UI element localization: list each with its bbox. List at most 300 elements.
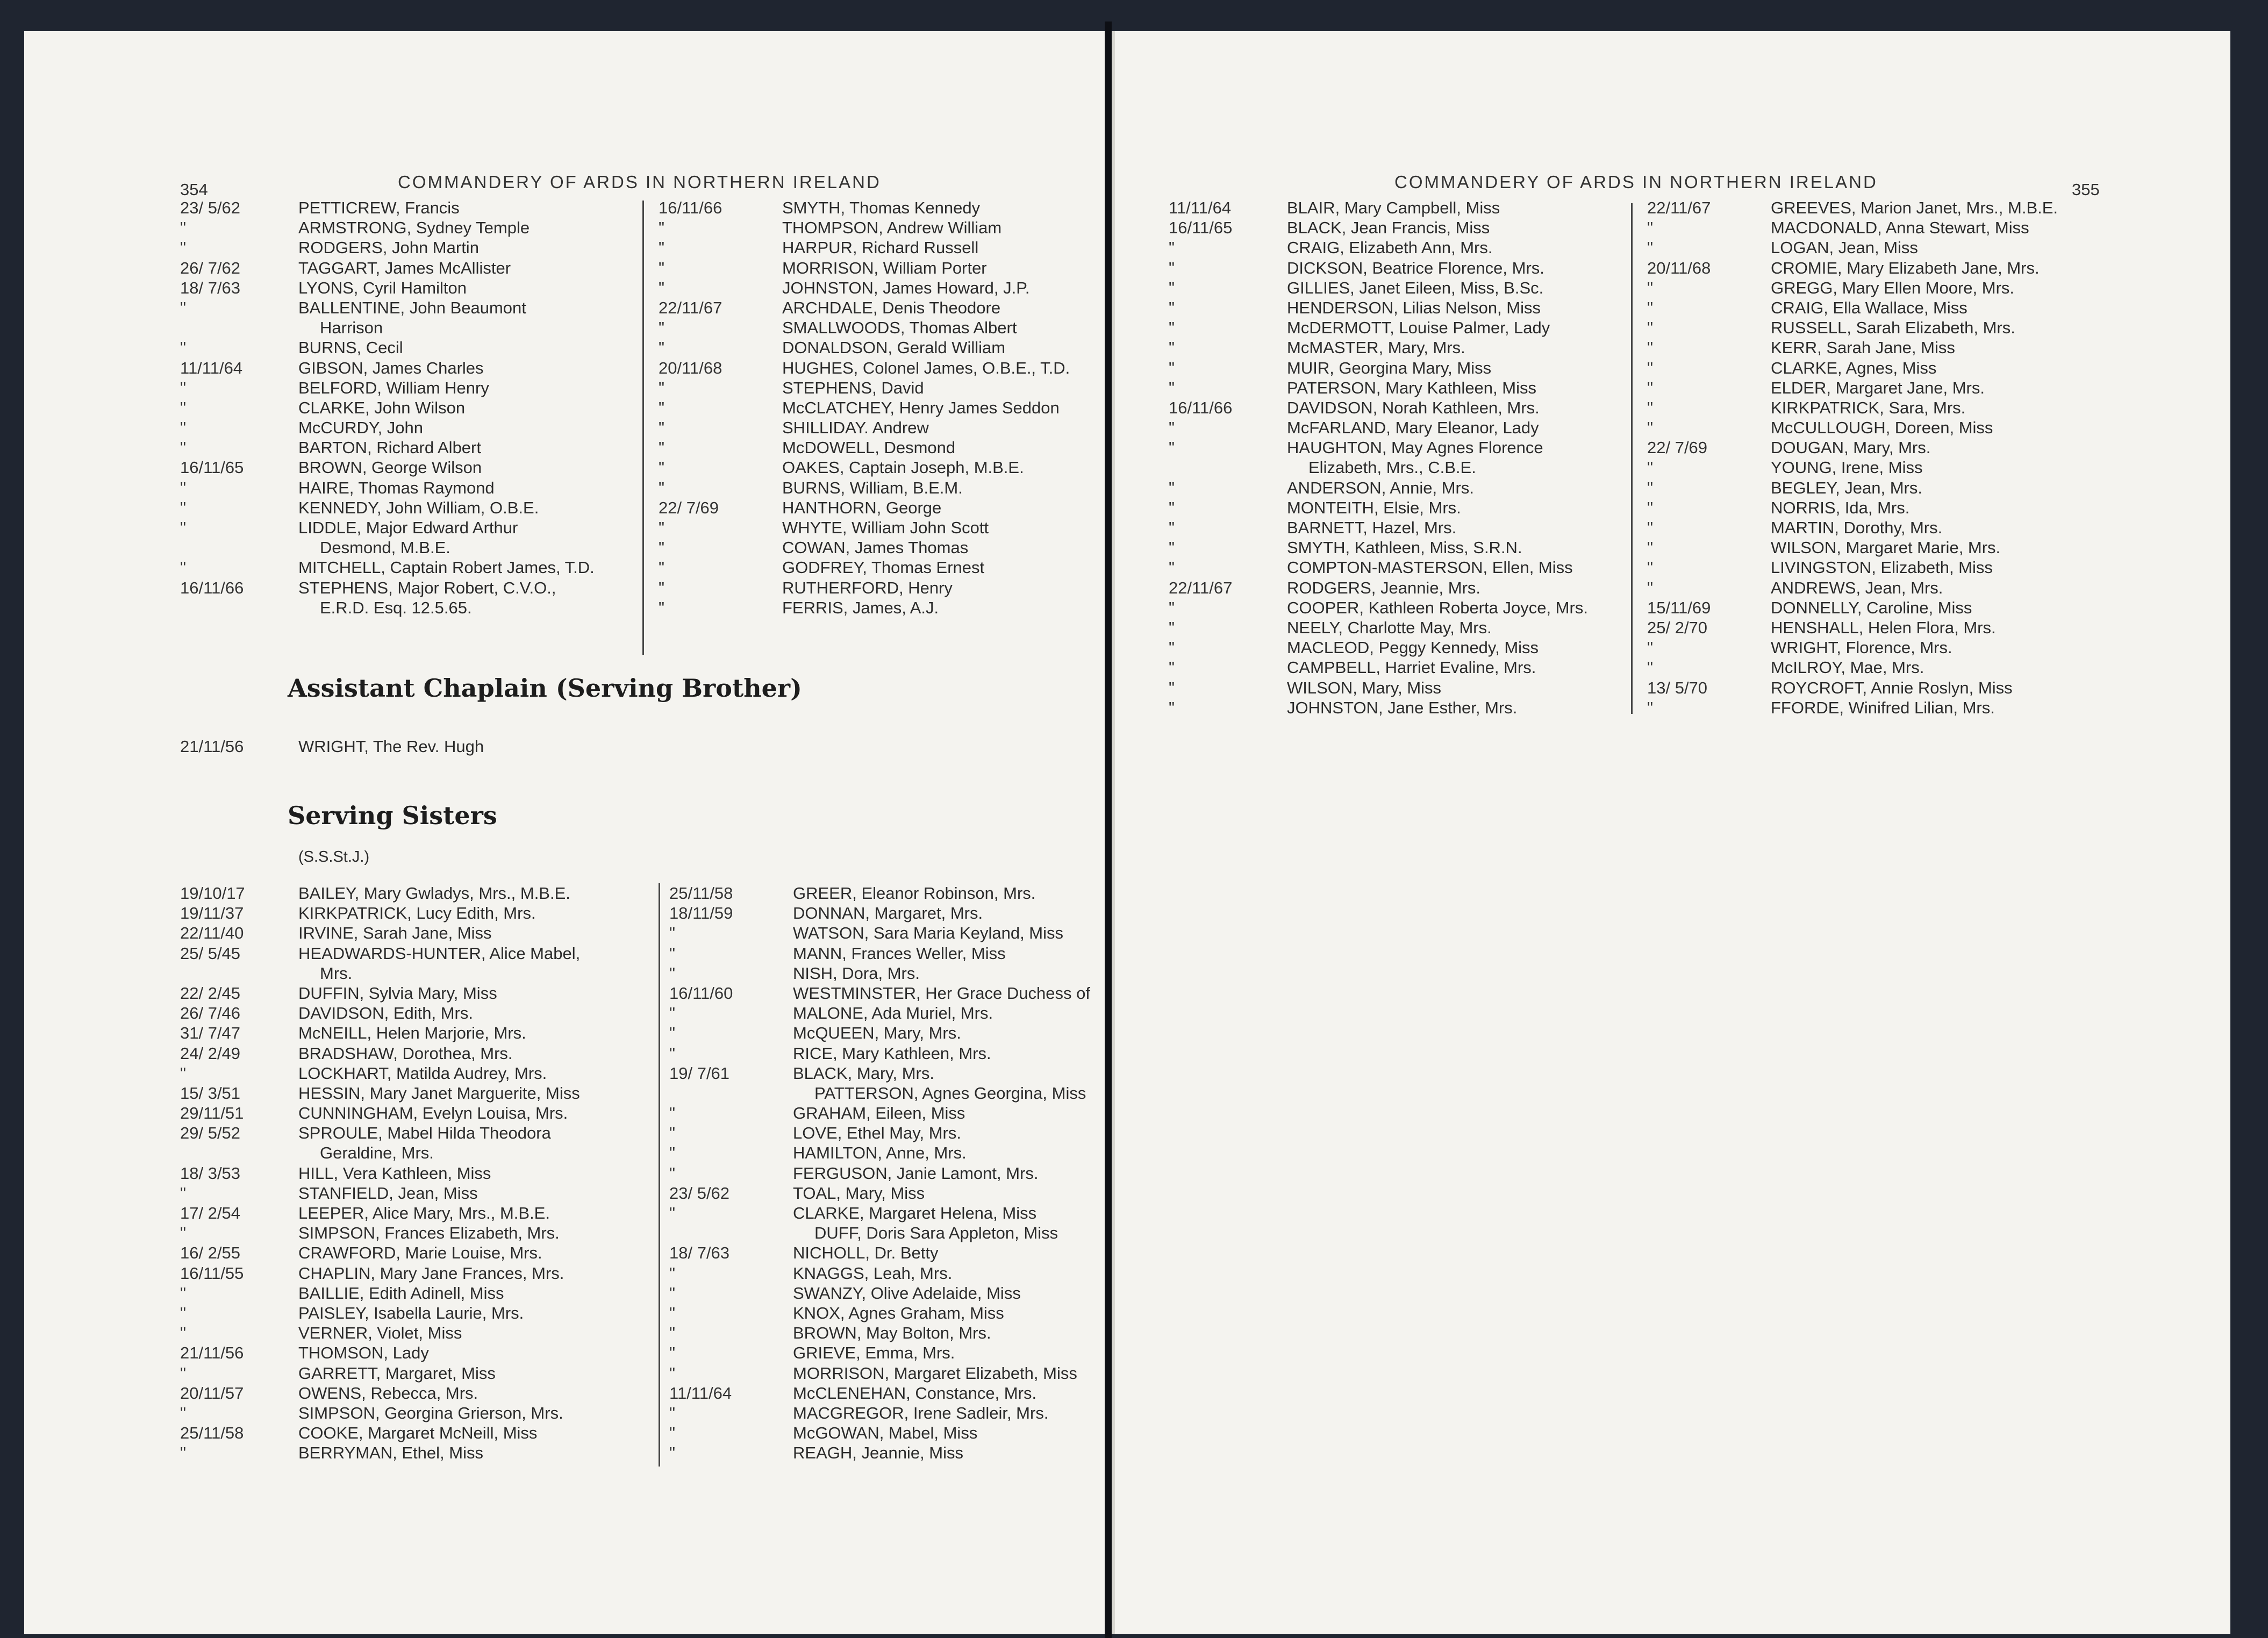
list-item <box>669 1063 1090 1083</box>
entry-name: CAMPBELL, Harriet Evaline, Mrs. <box>1287 658 1536 677</box>
entry-date: " <box>659 418 665 438</box>
entry-name: FERGUSON, Janie Lamont, Mrs. <box>793 1163 1039 1183</box>
list-item <box>1169 638 1588 657</box>
entry-name: CLARKE, John Wilson <box>298 398 466 417</box>
entry-date: " <box>1169 338 1175 357</box>
list-item <box>180 1443 580 1463</box>
list-item <box>180 218 595 238</box>
entry-date: " <box>1169 418 1175 438</box>
entry-name: DONALDSON, Gerald William <box>782 338 1006 357</box>
list-item <box>1169 657 1588 677</box>
entry-name: Elizabeth, Mrs., C.B.E. <box>1308 458 1476 477</box>
entry-name: KIRKPATRICK, Sara, Mrs. <box>1771 398 1966 417</box>
entry-date: 15/ 3/51 <box>180 1083 241 1103</box>
entry-name: McDERMOTT, Louise Palmer, Lady <box>1287 318 1550 338</box>
entry-name: ARCHDALE, Denis Theodore <box>782 298 1001 317</box>
entry-name: TAGGART, James McAllister <box>298 258 511 277</box>
entry-name: McCLENEHAN, Constance, Mrs. <box>793 1383 1037 1403</box>
entry-name: CLARKE, Agnes, Miss <box>1771 358 1937 377</box>
entry-name: COMPTON-MASTERSON, Ellen, Miss <box>1287 558 1573 577</box>
entry-date: 19/10/17 <box>180 884 245 903</box>
entry-date: " <box>659 518 665 537</box>
entry-name: McFARLAND, Mary Eleanor, Lady <box>1287 418 1539 438</box>
entry-name: COOKE, Margaret McNeill, Miss <box>298 1424 538 1443</box>
book-spine <box>1105 22 1112 1638</box>
entry-name: CRAIG, Elizabeth Ann, Mrs. <box>1287 238 1493 257</box>
entry-date: 22/11/67 <box>659 298 722 317</box>
list-item <box>669 903 1090 923</box>
entry-date: " <box>669 1443 676 1463</box>
entry-date: " <box>180 1443 187 1463</box>
entry-name: WILSON, Mary, Miss <box>1287 678 1442 697</box>
list-item <box>1647 278 2058 298</box>
sisters-column-3 <box>1169 198 1588 718</box>
entry-name: McCLATCHEY, Henry James Seddon <box>782 398 1060 417</box>
entry-date: " <box>1647 558 1654 577</box>
list-item <box>659 258 1070 278</box>
entry-date: " <box>180 498 187 517</box>
list-item <box>1647 598 2058 618</box>
list-item <box>659 478 1070 498</box>
page-number: 355 <box>2072 180 2100 199</box>
entry-name: LOVE, Ethel May, Mrs. <box>793 1124 961 1143</box>
entry-date: 13/ 5/70 <box>1647 678 1708 697</box>
list-item <box>669 883 1090 903</box>
entry-name: GODFREY, Thomas Ernest <box>782 558 985 577</box>
list-item <box>669 1023 1090 1043</box>
list-item <box>669 1423 1090 1443</box>
entry-date: " <box>669 1024 676 1043</box>
list-item <box>1647 218 2058 238</box>
left-page <box>24 31 1105 1634</box>
entry-date: " <box>669 1043 676 1063</box>
list-item <box>180 883 580 903</box>
entry-date: " <box>669 1204 676 1222</box>
entry-name: HANTHORN, George <box>782 498 942 517</box>
entry-date: " <box>1647 378 1654 397</box>
entry-name: CHAPLIN, Mary Jane Frances, Mrs. <box>298 1263 564 1283</box>
entry-name: OWENS, Rebecca, Mrs. <box>298 1383 478 1403</box>
entry-name: LOGAN, Jean, Miss <box>1771 238 1918 257</box>
entry-date: " <box>1647 478 1654 497</box>
entry-date: 22/ 7/69 <box>1647 438 1708 457</box>
list-item <box>1647 578 2058 598</box>
entry-date: " <box>1647 658 1654 677</box>
entry-date: 16/11/65 <box>180 458 244 477</box>
entry-date: 25/ 5/45 <box>180 943 241 963</box>
list-item <box>659 438 1070 457</box>
entry-name: RODGERS, Jeannie, Mrs. <box>1287 578 1481 597</box>
entry-date: " <box>1169 638 1175 657</box>
entry-date: 22/11/67 <box>1647 198 1711 217</box>
running-head: COMMANDERY OF ARDS IN NORTHERN IRELAND <box>398 172 881 192</box>
list-item <box>1169 518 1588 538</box>
entry-name: NICHOLL, Dr. Betty <box>793 1243 939 1263</box>
entry-date: 16/11/66 <box>1169 398 1233 417</box>
entry-name: CLARKE, Margaret Helena, Miss <box>793 1204 1037 1222</box>
entry-name: BLACK, Mary, Mrs. <box>793 1063 934 1083</box>
entry-name: MITCHELL, Captain Robert James, T.D. <box>298 558 595 577</box>
sisters-heading: Serving Sisters <box>288 801 497 830</box>
entry-date: " <box>1647 638 1654 657</box>
column-divider <box>659 883 660 1467</box>
list-item <box>1647 678 2058 698</box>
entry-date: 29/11/51 <box>180 1104 244 1123</box>
entry-name: YOUNG, Irene, Miss <box>1771 458 1923 477</box>
members-column-2 <box>659 198 1070 618</box>
entry-name: McGOWAN, Mabel, Miss <box>793 1424 978 1443</box>
entry-date: " <box>1169 278 1175 297</box>
entry-date: " <box>1169 518 1175 537</box>
list-item <box>180 1383 580 1403</box>
entry-name: MACGREGOR, Irene Sadleir, Mrs. <box>793 1403 1049 1422</box>
list-item <box>180 1183 580 1203</box>
list-item <box>1169 498 1588 518</box>
entry-date: " <box>659 278 665 297</box>
entry-name: HAMILTON, Anne, Mrs. <box>793 1143 967 1163</box>
list-item <box>180 1243 580 1263</box>
entry-date: " <box>1169 318 1175 338</box>
list-item <box>1169 238 1588 257</box>
entry-name: HILL, Vera Kathleen, Miss <box>298 1163 491 1183</box>
entry-date: 19/ 7/61 <box>669 1063 730 1083</box>
entry-name: BELFORD, William Henry <box>298 378 489 397</box>
entry-name: HARPUR, Richard Russell <box>782 238 979 257</box>
entry-name: HUGHES, Colonel James, O.B.E., T.D. <box>782 358 1070 377</box>
list-item <box>669 1183 1090 1203</box>
entry-name: COWAN, James Thomas <box>782 538 969 557</box>
entry-name: HEADWARDS-HUNTER, Alice Mabel, <box>298 943 581 963</box>
entry-name: MUIR, Georgina Mary, Miss <box>1287 358 1492 377</box>
entry-date: " <box>1169 538 1175 557</box>
list-item <box>1169 578 1588 598</box>
list-item <box>1647 398 2058 418</box>
list-item <box>1169 358 1588 378</box>
list-item <box>1647 298 2058 318</box>
entry-name: MARTIN, Dorothy, Mrs. <box>1771 518 1943 537</box>
list-item <box>180 598 595 618</box>
list-item <box>180 318 595 338</box>
entry-date: 25/ 2/70 <box>1647 618 1708 637</box>
entry-date: 29/ 5/52 <box>180 1124 241 1143</box>
entry-date: 20/11/68 <box>1647 258 1711 277</box>
entry-name: ANDREWS, Jean, Mrs. <box>1771 578 1943 597</box>
list-item <box>669 1443 1090 1463</box>
entry-name: DUFF, Doris Sara Appleton, Miss <box>814 1224 1058 1243</box>
list-item <box>180 1103 580 1123</box>
entry-name: SMALLWOODS, Thomas Albert <box>782 318 1017 338</box>
list-item <box>659 238 1070 257</box>
list-item <box>180 923 580 943</box>
list-item <box>1169 438 1588 457</box>
list-item <box>1647 238 2058 257</box>
entry-name: STEPHENS, Major Robert, C.V.O., <box>298 578 556 597</box>
entry-name: KIRKPATRICK, Lucy Edith, Mrs. <box>298 904 536 923</box>
column-divider <box>642 201 644 655</box>
list-item <box>1169 278 1588 298</box>
entry-name: FFORDE, Winifred Lilian, Mrs. <box>1771 698 1995 717</box>
entry-date: " <box>180 238 187 257</box>
list-item <box>1647 538 2058 557</box>
entry-name: HENSHALL, Helen Flora, Mrs. <box>1771 618 1996 637</box>
entry-date: 16/11/66 <box>659 198 722 217</box>
entry-name: WESTMINSTER, Her Grace Duchess of <box>793 983 1090 1003</box>
entry-date: 16/11/66 <box>180 578 244 597</box>
list-item <box>180 1123 580 1143</box>
entry-date: " <box>1647 398 1654 417</box>
entry-date: " <box>180 1363 187 1383</box>
entry-date: " <box>1169 658 1175 677</box>
list-item <box>1647 498 2058 518</box>
entry-name: LEEPER, Alice Mary, Mrs., M.B.E. <box>298 1204 550 1222</box>
entry-date: " <box>659 398 665 417</box>
entry-name: WILSON, Margaret Marie, Mrs. <box>1771 538 2001 557</box>
entry-date: " <box>180 218 187 238</box>
entry-date: " <box>1169 678 1175 697</box>
list-item <box>1647 338 2058 357</box>
list-item <box>659 498 1070 518</box>
entry-date: " <box>1169 558 1175 577</box>
entry-date: 22/11/40 <box>180 924 244 943</box>
list-item <box>1647 418 2058 438</box>
entry-date: " <box>180 478 187 497</box>
list-item <box>1169 457 1588 477</box>
entry-date: 16/11/55 <box>180 1263 244 1283</box>
entry-date: 16/11/60 <box>669 983 733 1003</box>
list-item <box>669 1283 1090 1303</box>
entry-name: BERRYMAN, Ethel, Miss <box>298 1443 483 1463</box>
list-item <box>1647 378 2058 398</box>
list-item <box>180 398 595 418</box>
entry-name: DAVIDSON, Norah Kathleen, Mrs. <box>1287 398 1540 417</box>
entry-name: REAGH, Jeannie, Miss <box>793 1443 963 1463</box>
entry-date: " <box>180 298 187 317</box>
entry-name: DONNELLY, Caroline, Miss <box>1771 598 1972 617</box>
entry-date: " <box>1647 578 1654 597</box>
list-item <box>180 258 595 278</box>
list-item <box>1647 358 2058 378</box>
entry-date: " <box>659 318 665 338</box>
entry-name: TOAL, Mary, Miss <box>793 1183 925 1203</box>
entry-name: WATSON, Sara Maria Keyland, Miss <box>793 924 1064 943</box>
entry-date: " <box>1647 238 1654 257</box>
entry-name: MORRISON, William Porter <box>782 258 987 277</box>
entry-date: 23/ 5/62 <box>180 198 241 217</box>
entry-name: Mrs. <box>320 963 353 983</box>
list-item <box>180 1323 580 1343</box>
entry-name: HAIRE, Thomas Raymond <box>298 478 495 497</box>
list-item <box>659 598 1070 618</box>
entry-name: CRAWFORD, Marie Louise, Mrs. <box>298 1243 542 1263</box>
entry-name: Geraldine, Mrs. <box>320 1143 434 1163</box>
entry-name: McNEILL, Helen Marjorie, Mrs. <box>298 1024 526 1043</box>
list-item <box>1169 618 1588 638</box>
entry-date: " <box>669 1324 676 1343</box>
entry-date: " <box>659 558 665 577</box>
entry-name: NORRIS, Ida, Mrs. <box>1771 498 1910 517</box>
entry-date: " <box>659 218 665 238</box>
entry-date: " <box>659 438 665 457</box>
entry-date: " <box>1169 298 1175 317</box>
list-item <box>1169 198 1588 218</box>
entry-date: " <box>669 1263 676 1283</box>
entry-date: " <box>669 1004 676 1023</box>
list-item <box>180 1003 580 1023</box>
entry-name: McCURDY, John <box>298 418 424 438</box>
entry-name: KNOX, Agnes Graham, Miss <box>793 1303 1004 1322</box>
entry-name: MONTEITH, Elsie, Mrs. <box>1287 498 1461 517</box>
list-item <box>1647 618 2058 638</box>
entry-name: SIMPSON, Georgina Grierson, Mrs. <box>298 1403 563 1422</box>
entry-date: " <box>669 963 676 983</box>
list-item <box>180 1263 580 1283</box>
entry-name: E.R.D. Esq. 12.5.65. <box>320 598 472 617</box>
list-item <box>180 1043 580 1063</box>
sisters-column-1 <box>180 883 580 1463</box>
list-item <box>659 198 1070 218</box>
entry-date: " <box>669 1343 676 1363</box>
list-item <box>669 1003 1090 1023</box>
list-item <box>1647 198 2058 218</box>
entry-name: JOHNSTON, Jane Esther, Mrs. <box>1287 698 1518 717</box>
sisters-subheading: (S.S.St.J.) <box>298 848 370 866</box>
entry-date: " <box>1169 478 1175 497</box>
list-item <box>669 1043 1090 1063</box>
list-item <box>180 457 595 477</box>
entry-name: ARMSTRONG, Sydney Temple <box>298 218 530 238</box>
entry-date: 15/11/69 <box>1647 598 1711 617</box>
entry-date: " <box>1169 598 1175 617</box>
entry-name: WRIGHT, Florence, Mrs. <box>1771 638 1952 657</box>
entry-name: GRIEVE, Emma, Mrs. <box>793 1343 955 1363</box>
list-item <box>180 278 595 298</box>
chaplain-heading: Assistant Chaplain (Serving Brother) <box>288 674 802 703</box>
list-item <box>180 378 595 398</box>
entry-date: " <box>669 1424 676 1443</box>
entry-name: WHYTE, William John Scott <box>782 518 989 537</box>
list-item <box>659 418 1070 438</box>
entry-name: DAVIDSON, Edith, Mrs. <box>298 1004 473 1023</box>
entry-date: 26/ 7/62 <box>180 258 241 277</box>
list-item <box>180 338 595 357</box>
list-item <box>669 1083 1090 1103</box>
entry-name: MORRISON, Margaret Elizabeth, Miss <box>793 1363 1077 1383</box>
entry-name: HAUGHTON, May Agnes Florence <box>1287 438 1543 457</box>
entry-date: " <box>1169 238 1175 257</box>
entry-date: " <box>659 338 665 357</box>
entry-name: GREEVES, Marion Janet, Mrs., M.B.E. <box>1771 198 2058 217</box>
list-item <box>1647 457 2058 477</box>
list-item <box>659 318 1070 338</box>
entry-name: DUFFIN, Sylvia Mary, Miss <box>298 983 497 1003</box>
list-item <box>669 1103 1090 1123</box>
list-item <box>180 1303 580 1323</box>
entry-date: 18/ 7/63 <box>669 1243 730 1263</box>
list-item <box>669 1263 1090 1283</box>
entry-date: " <box>180 1063 187 1083</box>
list-item <box>180 538 595 557</box>
entry-name: LOCKHART, Matilda Audrey, Mrs. <box>298 1063 547 1083</box>
list-item <box>1169 478 1588 498</box>
list-item <box>180 418 595 438</box>
sisters-column-2 <box>669 883 1090 1463</box>
list-item <box>180 1083 580 1103</box>
entry-date: " <box>1647 518 1654 537</box>
column-divider <box>1631 203 1633 714</box>
entry-name: BEGLEY, Jean, Mrs. <box>1771 478 1922 497</box>
entry-date: " <box>1647 318 1654 338</box>
list-item <box>669 963 1090 983</box>
entry-date: " <box>1169 358 1175 377</box>
list-item <box>669 1403 1090 1423</box>
list-item <box>180 1063 580 1083</box>
entry-name: MACDONALD, Anna Stewart, Miss <box>1771 218 2029 238</box>
entry-date: " <box>1647 358 1654 377</box>
list-item <box>1169 218 1588 238</box>
list-item <box>180 943 580 963</box>
list-item <box>180 578 595 598</box>
entry-name: NISH, Dora, Mrs. <box>793 963 920 983</box>
entry-date: " <box>1169 438 1175 457</box>
entry-name: BROWN, May Bolton, Mrs. <box>793 1324 991 1343</box>
entry-date: 22/11/67 <box>1169 578 1233 597</box>
entry-name: CUNNINGHAM, Evelyn Louisa, Mrs. <box>298 1104 568 1123</box>
entry-date: 25/11/58 <box>669 884 733 903</box>
list-item <box>669 1163 1090 1183</box>
entry-name: GIBSON, James Charles <box>298 358 484 377</box>
entry-date: 22/ 2/45 <box>180 983 241 1003</box>
entry-date: 21/11/56 <box>180 737 244 756</box>
list-item <box>180 198 595 218</box>
entry-name: HESSIN, Mary Janet Marguerite, Miss <box>298 1083 580 1103</box>
list-item <box>180 1423 580 1443</box>
entry-name: BROWN, George Wilson <box>298 458 482 477</box>
list-item <box>659 578 1070 598</box>
list-item <box>659 278 1070 298</box>
members-column-1 <box>180 198 595 618</box>
list-item <box>669 1363 1090 1383</box>
list-item <box>669 1303 1090 1323</box>
entry-name: WRIGHT, The Rev. Hugh <box>298 737 484 756</box>
entry-name: GREER, Eleanor Robinson, Mrs. <box>793 884 1036 903</box>
list-item <box>659 298 1070 318</box>
entry-name: VERNER, Violet, Miss <box>298 1324 462 1343</box>
entry-date: " <box>1169 498 1175 517</box>
entry-date: " <box>1647 698 1654 717</box>
list-item <box>1169 258 1588 278</box>
entry-date: 18/ 3/53 <box>180 1163 241 1183</box>
entry-date: " <box>180 1303 187 1322</box>
list-item <box>1169 318 1588 338</box>
list-item <box>180 1023 580 1043</box>
list-item <box>669 983 1090 1003</box>
entry-date: " <box>1647 538 1654 557</box>
entry-name: BARNETT, Hazel, Mrs. <box>1287 518 1457 537</box>
entry-date: " <box>669 943 676 963</box>
list-item <box>669 1203 1090 1223</box>
entry-name: ROYCROFT, Annie Roslyn, Miss <box>1771 678 2013 697</box>
entry-name: THOMPSON, Andrew William <box>782 218 1002 238</box>
entry-name: STEPHENS, David <box>782 378 924 397</box>
list-item <box>180 238 595 257</box>
entry-name: RICE, Mary Kathleen, Mrs. <box>793 1043 991 1063</box>
entry-date: " <box>669 1403 676 1422</box>
entry-name: BLAIR, Mary Campbell, Miss <box>1287 198 1500 217</box>
list-item <box>1169 538 1588 557</box>
entry-name: MANN, Frances Weller, Miss <box>793 943 1006 963</box>
entry-name: Harrison <box>320 318 383 338</box>
entry-name: MACLEOD, Peggy Kennedy, Miss <box>1287 638 1539 657</box>
